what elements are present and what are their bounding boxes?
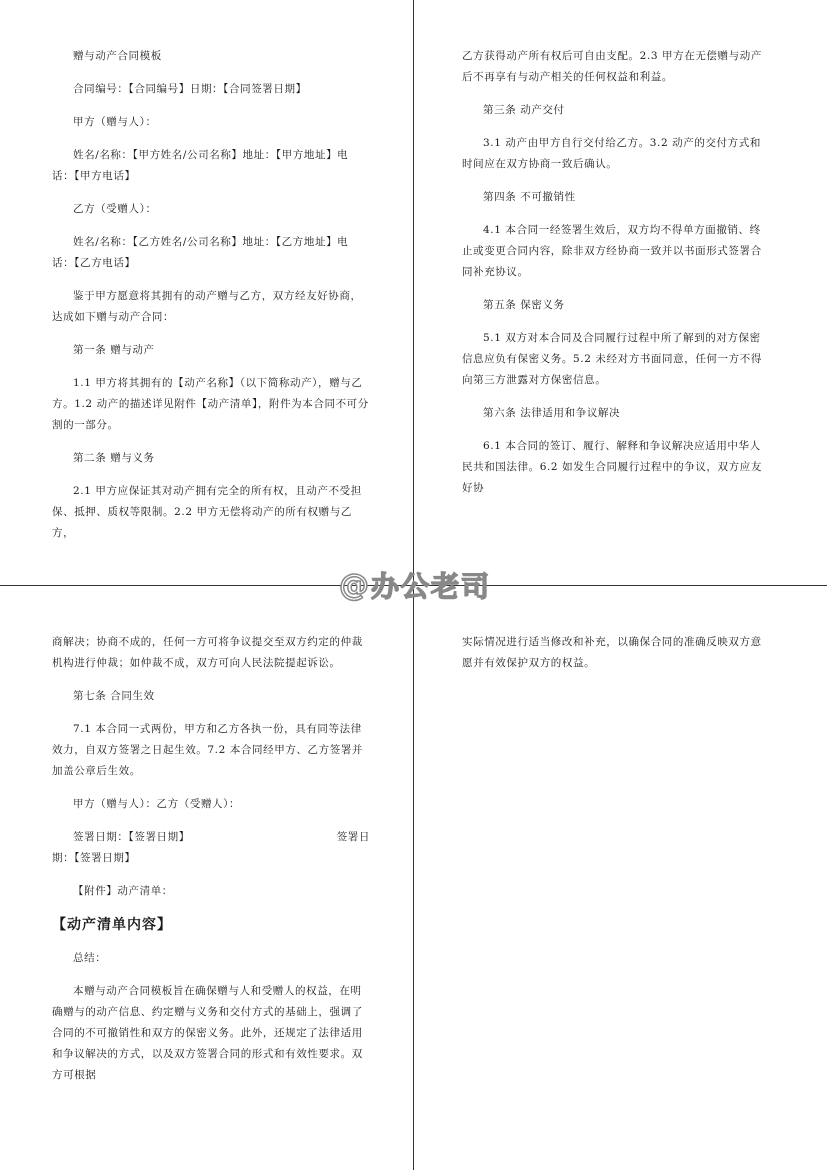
paragraph: 合同编号：【合同编号】日期：【合同签署日期】 [73, 83, 307, 95]
page-quadrant-bottom-right [462, 632, 770, 686]
paragraph: 乙方获得动产所有权后可自由支配。2.3 甲方在无偿赠与动产后不再享有与动产相关的任何权益和利益。 [462, 50, 762, 83]
paragraph: 鉴于甲方愿意将其拥有的动产赠与乙方，双方经友好协商，达成如下赠与动产合同： [52, 290, 362, 323]
paragraph: 第四条 不可撤销性 [483, 191, 576, 203]
summary-label: 总结： [73, 952, 107, 964]
paragraph: 甲方（赠与人）：乙方（受赠人）： [73, 798, 241, 810]
watermark-text: 办公老司 [370, 570, 491, 603]
paragraph: 7.1 本合同一式两份，甲方和乙方各执一份，具有同等法律效力，自双方签署之日起生效。7.2 本合同经甲方、乙方签署并加盖公章后生效。 [52, 723, 364, 777]
page-quadrant-top-left [52, 46, 370, 556]
paragraph: 1.1 甲方将其拥有的【动产名称】（以下简称动产），赠与乙方。1.2 动产的描述详见附件【动产清单】，附件为本合同不可分割的一部分。 [52, 377, 369, 431]
paragraph: 姓名/名称：【甲方姓名/公司名称】地址：【甲方地址】电话：【甲方电话】 [52, 149, 349, 182]
watermark-at-icon: @ [338, 567, 369, 603]
paragraph: 5.1 双方对本合同及合同履行过程中所了解到的对方保密信息应负有保密义务。5.2 未经对方书面同意，任何一方不得向第三方泄露对方保密信息。 [462, 332, 762, 386]
paragraph: 姓名/名称：【乙方姓名/公司名称】地址：【乙方地址】电话：【乙方电话】 [52, 236, 349, 269]
signature-date-continued: 期：【签署日期】 [52, 852, 136, 864]
paragraph: 第六条 法律适用和争议解决 [483, 407, 621, 419]
signature-date-right: 签署日 [336, 831, 370, 843]
paragraph: 商解决；协商不成的，任何一方可将争议提交至双方约定的仲裁机构进行仲裁；如仲裁不成，双方可向人民法院提起诉讼。 [52, 636, 363, 669]
paragraph: 实际情况进行适当修改和补充，以确保合同的准确反映双方意愿并有效保护双方的权益。 [462, 636, 762, 669]
paragraph: 3.1 动产由甲方自行交付给乙方。3.2 动产的交付方式和时间应在双方协商一致后确认。 [462, 137, 761, 170]
signature-date-left: 签署日期：【签署日期】 [73, 831, 190, 843]
paragraph: 赠与动产合同模板 [73, 50, 162, 62]
paragraph: 2.1 甲方应保证其对动产拥有完全的所有权，且动产不受担保、抵押、质权等限制。2.2 甲方无偿将动产的所有权赠与乙方， [52, 485, 362, 539]
watermark-logo [330, 566, 500, 604]
paragraph: 第三条 动产交付 [483, 104, 565, 116]
attachment-label: 【附件】动产清单： [73, 885, 173, 897]
paragraph: 第二条 赠与义务 [73, 452, 155, 464]
summary-paragraph: 本赠与动产合同模板旨在确保赠与人和受赠人的权益，在明确赠与的动产信息、约定赠与义务和交付方式的基础上，强调了合同的不可撤销性和双方的保密义务。此外，还规定了法律适用和争议解决的方式，以及双方签署合同的形式和有效性要求。双方可根据 [52, 985, 363, 1081]
paragraph: 第一条 赠与动产 [73, 344, 155, 356]
page-quadrant-bottom-left [52, 632, 370, 1098]
signature-date-row [52, 827, 370, 848]
list-heading: 【动产清单内容】 [52, 917, 172, 933]
paragraph: 第七条 合同生效 [73, 690, 155, 702]
paragraph: 甲方（赠与人）： [73, 116, 157, 128]
paragraph: 6.1 本合同的签订、履行、解释和争议解决应适用中华人民共和国法律。6.2 如发生合同履行过程中的争议，双方应友好协 [462, 440, 762, 494]
paragraph: 第五条 保密义务 [483, 299, 565, 311]
paragraph: 乙方（受赠人）： [73, 203, 157, 215]
page-quadrant-top-right [462, 46, 770, 511]
paragraph: 4.1 本合同一经签署生效后，双方均不得单方面撤销、终止或变更合同内容，除非双方经协商一致并以书面形式签署合同补充协议。 [462, 224, 762, 278]
